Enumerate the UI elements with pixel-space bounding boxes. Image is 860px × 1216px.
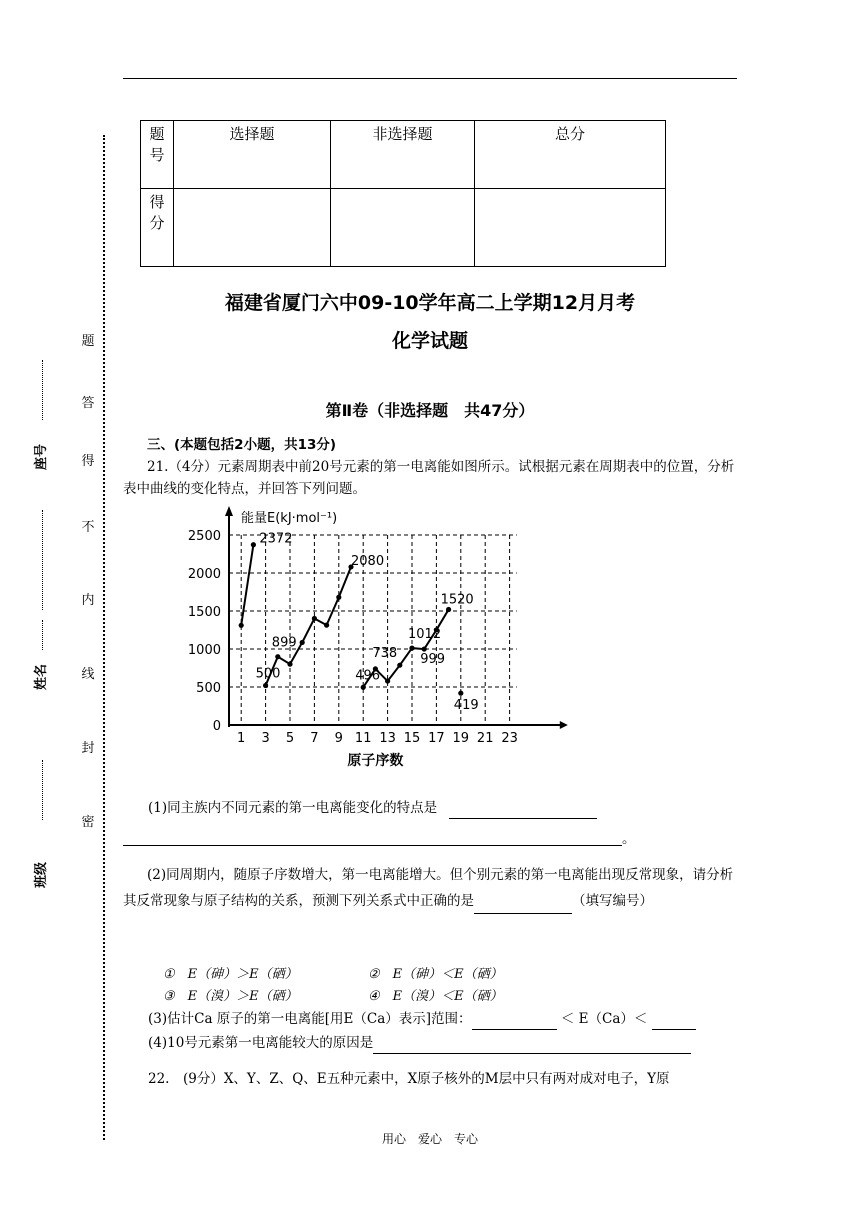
- q21-part1: [148, 797, 597, 819]
- chart-layer: [188, 506, 568, 769]
- x-tick-label: 9: [334, 731, 343, 746]
- score-cell-total[interactable]: [475, 189, 666, 267]
- data-point: [458, 691, 463, 696]
- side-char-5: 内: [81, 593, 95, 608]
- data-point: [239, 623, 244, 628]
- x-tick-label: 7: [310, 731, 319, 746]
- score-table: [140, 120, 666, 267]
- data-label: 999: [420, 652, 446, 668]
- seat-label: 座号: [34, 443, 49, 470]
- data-label: 1520: [440, 592, 474, 608]
- class-fill-line: [42, 760, 43, 820]
- header-cell-number: 题号: [141, 121, 174, 189]
- q21-part4-blank[interactable]: [373, 1053, 691, 1054]
- y-tick-label: 2000: [187, 567, 221, 582]
- q21-part2: [123, 862, 737, 914]
- y-axis-label: 能量E(kJ·mol⁻¹): [241, 511, 338, 526]
- x-tick-label: 3: [261, 731, 270, 746]
- x-tick-label: 17: [428, 731, 445, 746]
- y-tick-label: 0: [212, 719, 221, 734]
- x-axis-label: 原子序数: [347, 753, 404, 769]
- side-char-4: 不: [81, 520, 95, 535]
- q21-part3-blank-low[interactable]: [472, 1029, 557, 1030]
- data-point: [275, 654, 280, 659]
- class-label: 班级: [34, 861, 49, 888]
- header-cell-total: 总分: [475, 121, 666, 189]
- exam-subtitle: 化学试题: [391, 330, 468, 352]
- q21-intro: 21.（4分）元素周期表中前20号元素的第一电离能如图所示。试根据元素在周期表中的位置，分析表中曲线的变化特点，并回答下列问题。: [123, 459, 735, 497]
- y-tick-label: 1000: [187, 643, 221, 658]
- ionization-chart: [187, 500, 545, 780]
- x-tick-label: 1: [237, 731, 246, 746]
- side-char-7: 封: [81, 741, 95, 756]
- section-heading: 三、(本题包括2小题，共13分): [147, 437, 337, 453]
- q21-part2-text: (2)同周期内，随原子序数增大，第一电离能增大。但个别元素的第一电离能出现反常现象，请分析其反常现象与原子结构的关系，预测下列关系式中正确的是: [123, 867, 734, 909]
- q21-part1-answer-line[interactable]: [123, 845, 622, 846]
- data-label: 738: [372, 645, 398, 661]
- data-point: [446, 607, 451, 612]
- data-label: 1012: [408, 627, 442, 643]
- data-point: [312, 616, 317, 621]
- x-tick-label: 5: [285, 731, 295, 746]
- data-point: [422, 646, 427, 651]
- data-label: 496: [355, 668, 381, 684]
- q21-part3-text: (3)估计Ca 原子的第一电离能[用E（Ca）表示]范围：: [148, 1011, 472, 1027]
- page-footer: 用心 爱心 专心: [381, 1132, 478, 1146]
- option-3: ③ E（溴）＞E（硒）: [163, 989, 298, 1004]
- x-axis-arrow: [560, 721, 568, 729]
- y-axis-arrow: [225, 506, 233, 516]
- data-point: [336, 595, 341, 600]
- score-row-label: 得分: [141, 189, 174, 267]
- x-tick-label: 21: [476, 731, 494, 746]
- q21-part1-end: 。: [622, 831, 636, 847]
- x-tick-label: 19: [452, 731, 470, 746]
- data-point: [409, 645, 414, 650]
- x-tick-label: 15: [403, 731, 421, 746]
- side-char-2: 答: [81, 396, 95, 411]
- exam-title: 福建省厦门六中09-10学年高二上学期12月月考: [224, 292, 636, 314]
- data-point: [287, 662, 292, 667]
- name-fill-line-1: [42, 510, 43, 610]
- side-char-1: 题: [81, 334, 95, 349]
- data-point: [251, 542, 256, 547]
- side-char-8: 密: [81, 815, 95, 830]
- data-point: [397, 663, 402, 668]
- q21-part1-blank[interactable]: [449, 818, 597, 819]
- data-label: 899: [271, 635, 297, 651]
- side-char-6: 线: [81, 667, 95, 682]
- score-cell-choice[interactable]: [174, 189, 331, 267]
- data-point: [324, 623, 329, 628]
- q21-part2-tail: （填写编号）: [572, 893, 653, 909]
- q21-part4: [148, 1032, 691, 1054]
- x-tick-label: 13: [379, 731, 396, 746]
- q21-part3-blank-high[interactable]: [652, 1029, 696, 1030]
- data-point: [385, 678, 390, 683]
- data-label: 500: [255, 666, 281, 682]
- data-label: 419: [453, 698, 479, 714]
- data-point: [300, 640, 305, 645]
- part-title: 第Ⅱ卷（非选择题 共47分）: [325, 401, 535, 420]
- binding-dotted-line: [103, 135, 105, 1140]
- q21-part3: [148, 1008, 696, 1030]
- q21-part1-text: (1)同主族内不同元素的第一电离能变化的特点是: [148, 800, 438, 816]
- name-fill-line-2: [42, 620, 43, 650]
- data-point: [263, 683, 268, 688]
- series-line: [241, 545, 253, 626]
- q21-part2-blank[interactable]: [474, 913, 572, 914]
- option-2: ② E（砷）＜E（硒）: [368, 967, 503, 982]
- side-char-3: 得: [81, 454, 95, 469]
- y-tick-label: 1500: [187, 605, 221, 620]
- y-tick-label: 500: [196, 681, 221, 696]
- score-cell-nonchoice[interactable]: [331, 189, 475, 267]
- q22-intro: 22. (9分）X、Y、Z、Q、E五种元素中，X原子核外的M层中只有两对成对电子，Y原: [148, 1071, 670, 1087]
- data-label: 2080: [351, 553, 385, 569]
- option-1: ① E（砷）＞E（硒）: [163, 967, 298, 982]
- data-point: [361, 685, 366, 690]
- name-label: 姓名: [34, 663, 49, 690]
- x-tick-label: 23: [501, 731, 518, 746]
- header-cell-nonchoice: 非选择题: [331, 121, 475, 189]
- header-cell-choice: 选择题: [174, 121, 331, 189]
- y-tick-label: 2500: [187, 529, 221, 544]
- header-rule: [123, 78, 737, 79]
- option-4: ④ E（溴）＜E（硒）: [368, 989, 503, 1004]
- q21-part4-text: (4)10号元素第一电离能较大的原因是: [148, 1035, 374, 1051]
- data-label: 2372: [259, 531, 293, 547]
- q21-part3-mid: ＜ E（Ca）＜: [560, 1011, 648, 1027]
- x-tick-label: 11: [354, 731, 372, 746]
